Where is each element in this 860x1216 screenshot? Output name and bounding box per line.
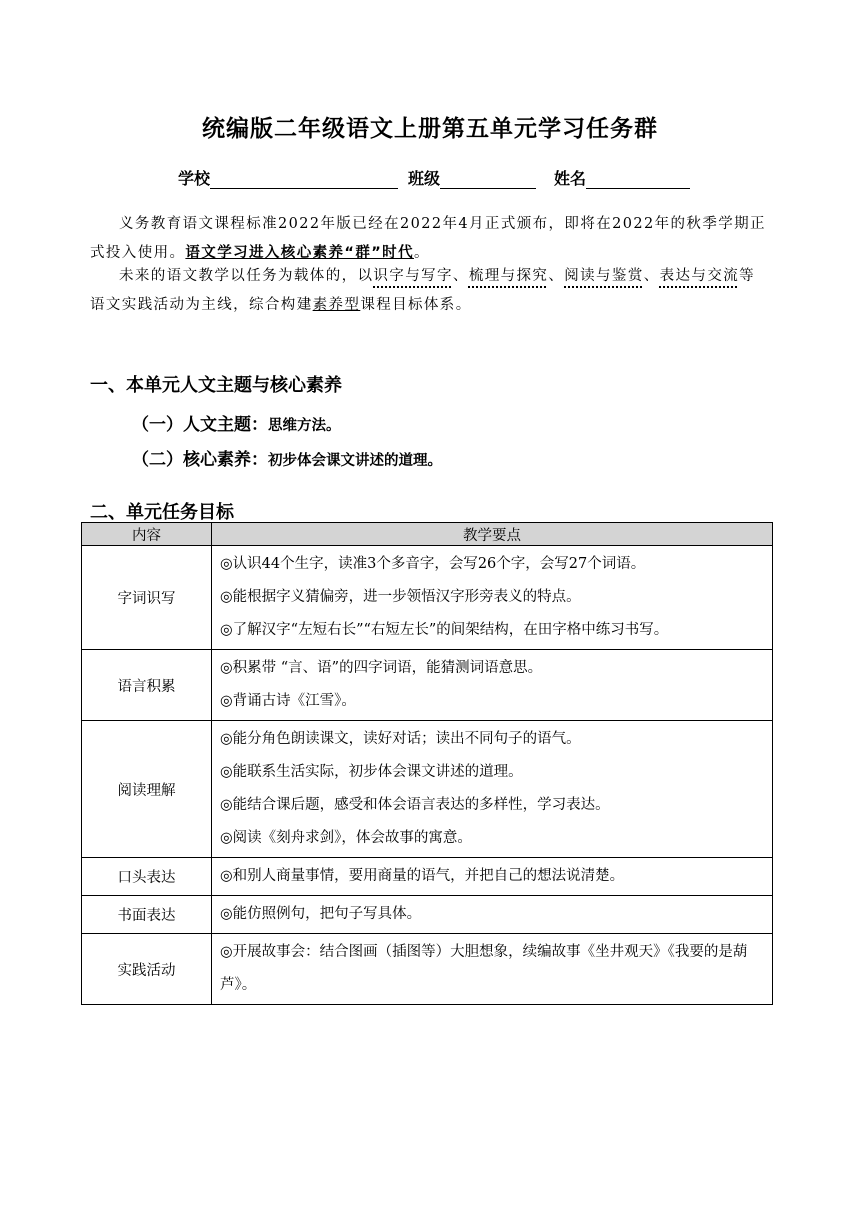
row-category: 阅读理解 <box>82 721 212 858</box>
point-item: ◎积累带 “言、语”的四字词语，能猜测词语意思。 <box>220 660 543 676</box>
row-category: 书面表达 <box>82 896 212 934</box>
name-blank[interactable] <box>586 170 690 189</box>
point-item: ◎能根据字义猜偏旁，进一步领悟汉字形旁表义的特点。 <box>220 589 581 605</box>
objectives-table <box>81 522 773 1005</box>
theme-line <box>132 410 341 435</box>
p2-sep-1: 、 <box>452 268 469 284</box>
point-item: ◎了解汉字“左短右长”“右短左长”的间架结构，在田字格中练习书写。 <box>220 622 669 638</box>
table-row <box>82 858 773 896</box>
theme-value: 思维方法。 <box>268 418 341 434</box>
row-category: 口头表达 <box>82 858 212 896</box>
table-row <box>82 896 773 934</box>
point-item: ◎能联系生活实际，初步体会课文讲述的道理。 <box>220 764 523 780</box>
emphasis-literacy-type: 素养型 <box>312 297 361 313</box>
core-label: （二）核心素养： <box>132 450 268 470</box>
core-line <box>132 445 442 470</box>
emphasis-literacy: 识字与写字 <box>373 268 453 284</box>
point-item: ◎认识44个生字，读准3个多音字，会写26个字，会写27个词语。 <box>220 556 646 572</box>
name-label: 姓名 <box>554 169 587 188</box>
student-info-line <box>178 166 700 189</box>
emphasis-sorting: 梳理与探究 <box>468 268 549 284</box>
point-item: ◎能仿照例句，把句子写具体。 <box>220 906 422 922</box>
table-row <box>82 721 773 858</box>
p2-sep-3: 、 <box>643 268 660 284</box>
row-category: 语言积累 <box>82 650 212 721</box>
header-content: 内容 <box>82 523 212 546</box>
class-label: 班级 <box>408 169 441 188</box>
point-item: ◎能分角色朗读课文，读好对话；读出不同句子的语气。 <box>220 731 581 747</box>
row-points <box>212 896 773 934</box>
document-title: 统编版二年级语文上册第五单元学习任务群 <box>202 116 658 142</box>
point-item: ◎和别人商量事情，要用商量的语气，并把自己的想法说清楚。 <box>220 868 625 884</box>
intro-paragraph-1 <box>90 210 770 268</box>
section-2-heading: 二、单元任务目标 <box>90 502 234 523</box>
table-row <box>82 546 773 650</box>
point-item: ◎阅读《刻舟求剑》，体会故事的寓意。 <box>220 830 472 846</box>
intro-period: 。 <box>413 245 430 261</box>
intro-text: 义务教育语文课程标准2022年版已经在2022年4月正式颁布，即将在2022年的秋季学期正式投入使用。 <box>90 216 766 261</box>
emphasis-reading: 阅读与鉴赏 <box>564 268 644 284</box>
row-points <box>212 721 773 858</box>
p2-text-a: 未来的语文教学以任务为载体的，以 <box>119 268 374 284</box>
core-value: 初步体会课文讲述的道理。 <box>268 453 442 469</box>
point-item: ◎能结合课后题，感受和体会语言表达的多样性，学习表达。 <box>220 797 610 813</box>
intro-highlight: 语文学习进入核心素养“群”时代 <box>185 245 414 261</box>
p2-text-b: 等语文实践活动为主线，综合构建 <box>90 268 756 313</box>
row-category: 字词识写 <box>82 546 212 650</box>
emphasis-expression: 表达与交流 <box>659 268 740 284</box>
intro-paragraph-2 <box>90 262 770 320</box>
school-blank[interactable] <box>210 170 398 189</box>
table-row <box>82 934 773 1005</box>
p2-text-c: 课程目标体系。 <box>360 297 472 313</box>
point-item: ◎背诵古诗《江雪》。 <box>220 693 356 709</box>
row-category: 实践活动 <box>82 934 212 1005</box>
row-points <box>212 934 773 1005</box>
class-blank[interactable] <box>440 170 536 189</box>
header-points: 教学要点 <box>212 523 773 546</box>
row-points <box>212 650 773 721</box>
theme-label: （一）人文主题： <box>132 415 268 435</box>
point-item: ◎开展故事会：结合图画（插图等）大胆想象，续编故事《坐井观天》《我要的是葫芦》。 <box>220 944 748 993</box>
p2-sep-2: 、 <box>548 268 565 284</box>
section-1-heading: 一、本单元人文主题与核心素养 <box>90 375 342 396</box>
school-label: 学校 <box>178 169 211 188</box>
table-row <box>82 650 773 721</box>
table-header-row <box>82 523 773 546</box>
row-points <box>212 858 773 896</box>
row-points <box>212 546 773 650</box>
